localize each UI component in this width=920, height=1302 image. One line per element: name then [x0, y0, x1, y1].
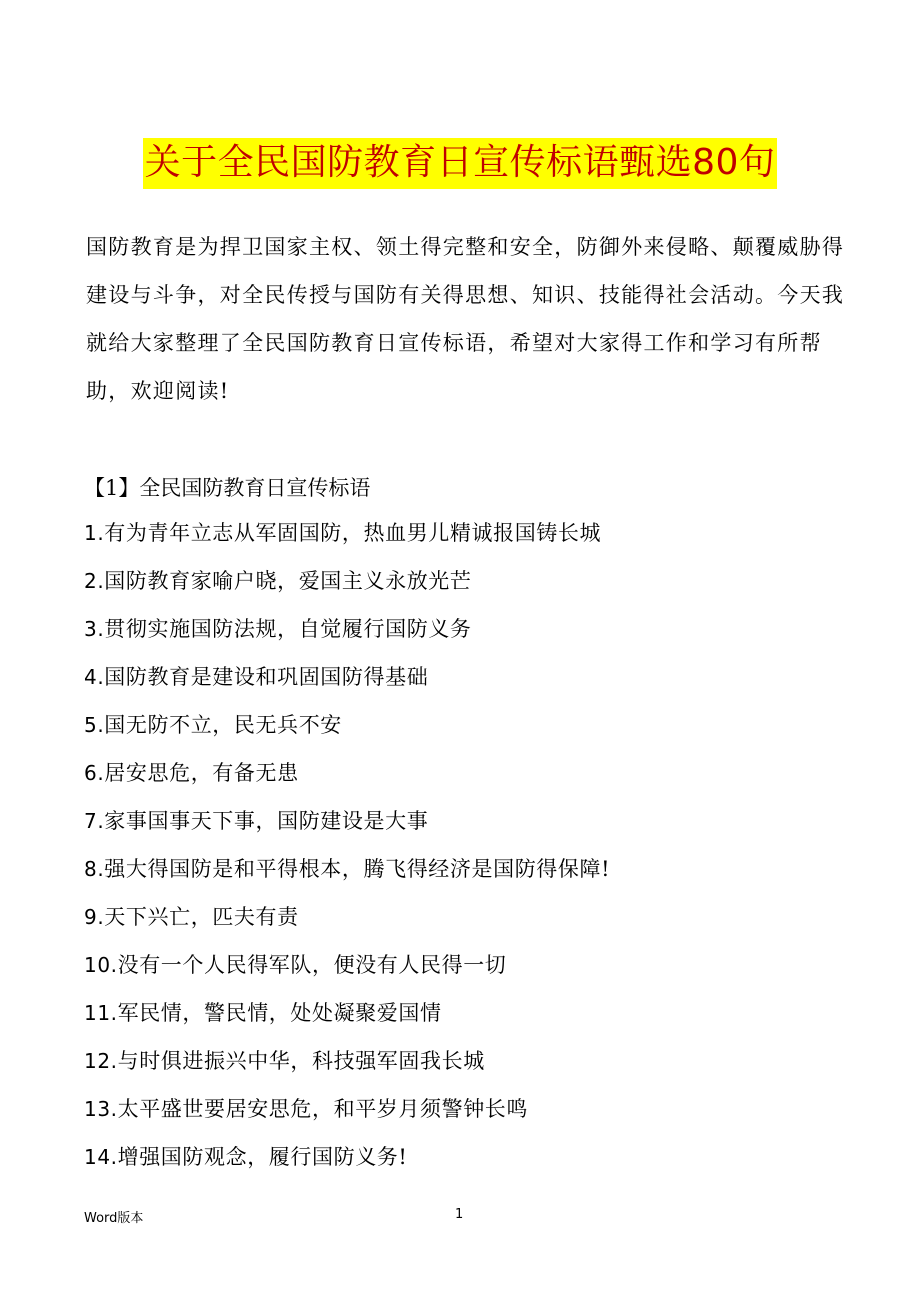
- slogan-item: [84, 806, 610, 854]
- slogan-item: [84, 998, 610, 1046]
- slogan-number: 3.: [84, 617, 105, 641]
- slogan-item: [84, 614, 610, 662]
- slogan-number: 6.: [84, 761, 105, 785]
- slogan-text: 天下兴亡，匹夫有责: [104, 905, 299, 929]
- slogan-number: 8.: [84, 857, 105, 881]
- slogan-number: 14.: [84, 1145, 118, 1169]
- page-number: 1: [455, 1207, 464, 1222]
- slogan-number: 13.: [84, 1097, 118, 1121]
- slogan-text: 强大得国防是和平得根本，腾飞得经济是国防得保障!: [104, 857, 611, 881]
- slogan-number: 11.: [84, 1001, 118, 1025]
- slogan-number: 9.: [84, 905, 105, 929]
- slogan-text: 居安思危，有备无患: [104, 761, 299, 785]
- slogan-text: 增强国防观念，履行国防义务!: [117, 1145, 408, 1169]
- slogan-item: [84, 902, 610, 950]
- slogan-number: 4.: [84, 665, 105, 689]
- slogan-item: [84, 950, 610, 998]
- slogan-text: 没有一个人民得军队，便没有人民得一切: [117, 953, 507, 977]
- slogan-item: [84, 758, 610, 806]
- slogan-item: [84, 566, 610, 614]
- slogan-text: 国无防不立，民无兵不安: [104, 713, 342, 737]
- slogan-text: 与时俱进振兴中华，科技强军固我长城: [117, 1049, 485, 1073]
- slogan-number: 12.: [84, 1049, 118, 1073]
- footer-label: Word版本: [84, 1211, 144, 1226]
- slogan-item: [84, 662, 610, 710]
- slogan-text: 贯彻实施国防法规，自觉履行国防义务: [104, 617, 472, 641]
- slogan-text: 太平盛世要居安思危，和平岁月须警钟长鸣: [117, 1097, 529, 1121]
- slogan-item: [84, 1142, 610, 1190]
- slogan-number: 5.: [84, 713, 105, 737]
- slogan-item: [84, 854, 610, 902]
- slogan-list: [84, 518, 610, 1190]
- slogan-number: 10.: [84, 953, 118, 977]
- intro-paragraph: 国防教育是为捍卫国家主权、领土得完整和安全，防御外来侵略、颠覆威胁得建设与斗争，对全民传授与国防有关得思想、知识、技能得社会活动。今天我就给大家整理了全民国防教育日宣传标语，希望对大家得工作和学习有所帮助，欢迎阅读!: [86, 235, 845, 403]
- slogan-number: 1.: [84, 521, 105, 545]
- document-title: [0, 138, 920, 189]
- slogan-number: 2.: [84, 569, 105, 593]
- slogan-item: [84, 1046, 610, 1094]
- slogan-item: [84, 518, 610, 566]
- slogan-text: 家事国事天下事，国防建设是大事: [104, 809, 429, 833]
- slogan-item: [84, 710, 610, 758]
- slogan-text: 国防教育家喻户晓，爱国主义永放光芒: [104, 569, 472, 593]
- slogan-text: 军民情，警民情，处处凝聚爱国情: [117, 1001, 442, 1025]
- slogan-text: 国防教育是建设和巩固国防得基础: [104, 665, 429, 689]
- section-heading: 【1】全民国防教育日宣传标语: [84, 476, 371, 500]
- slogan-item: [84, 1094, 610, 1142]
- slogan-number: 7.: [84, 809, 105, 833]
- document-title-text: 关于全民国防教育日宣传标语甄选80句: [143, 138, 778, 189]
- slogan-text: 有为青年立志从军固国防，热血男儿精诚报国铸长城: [104, 521, 602, 545]
